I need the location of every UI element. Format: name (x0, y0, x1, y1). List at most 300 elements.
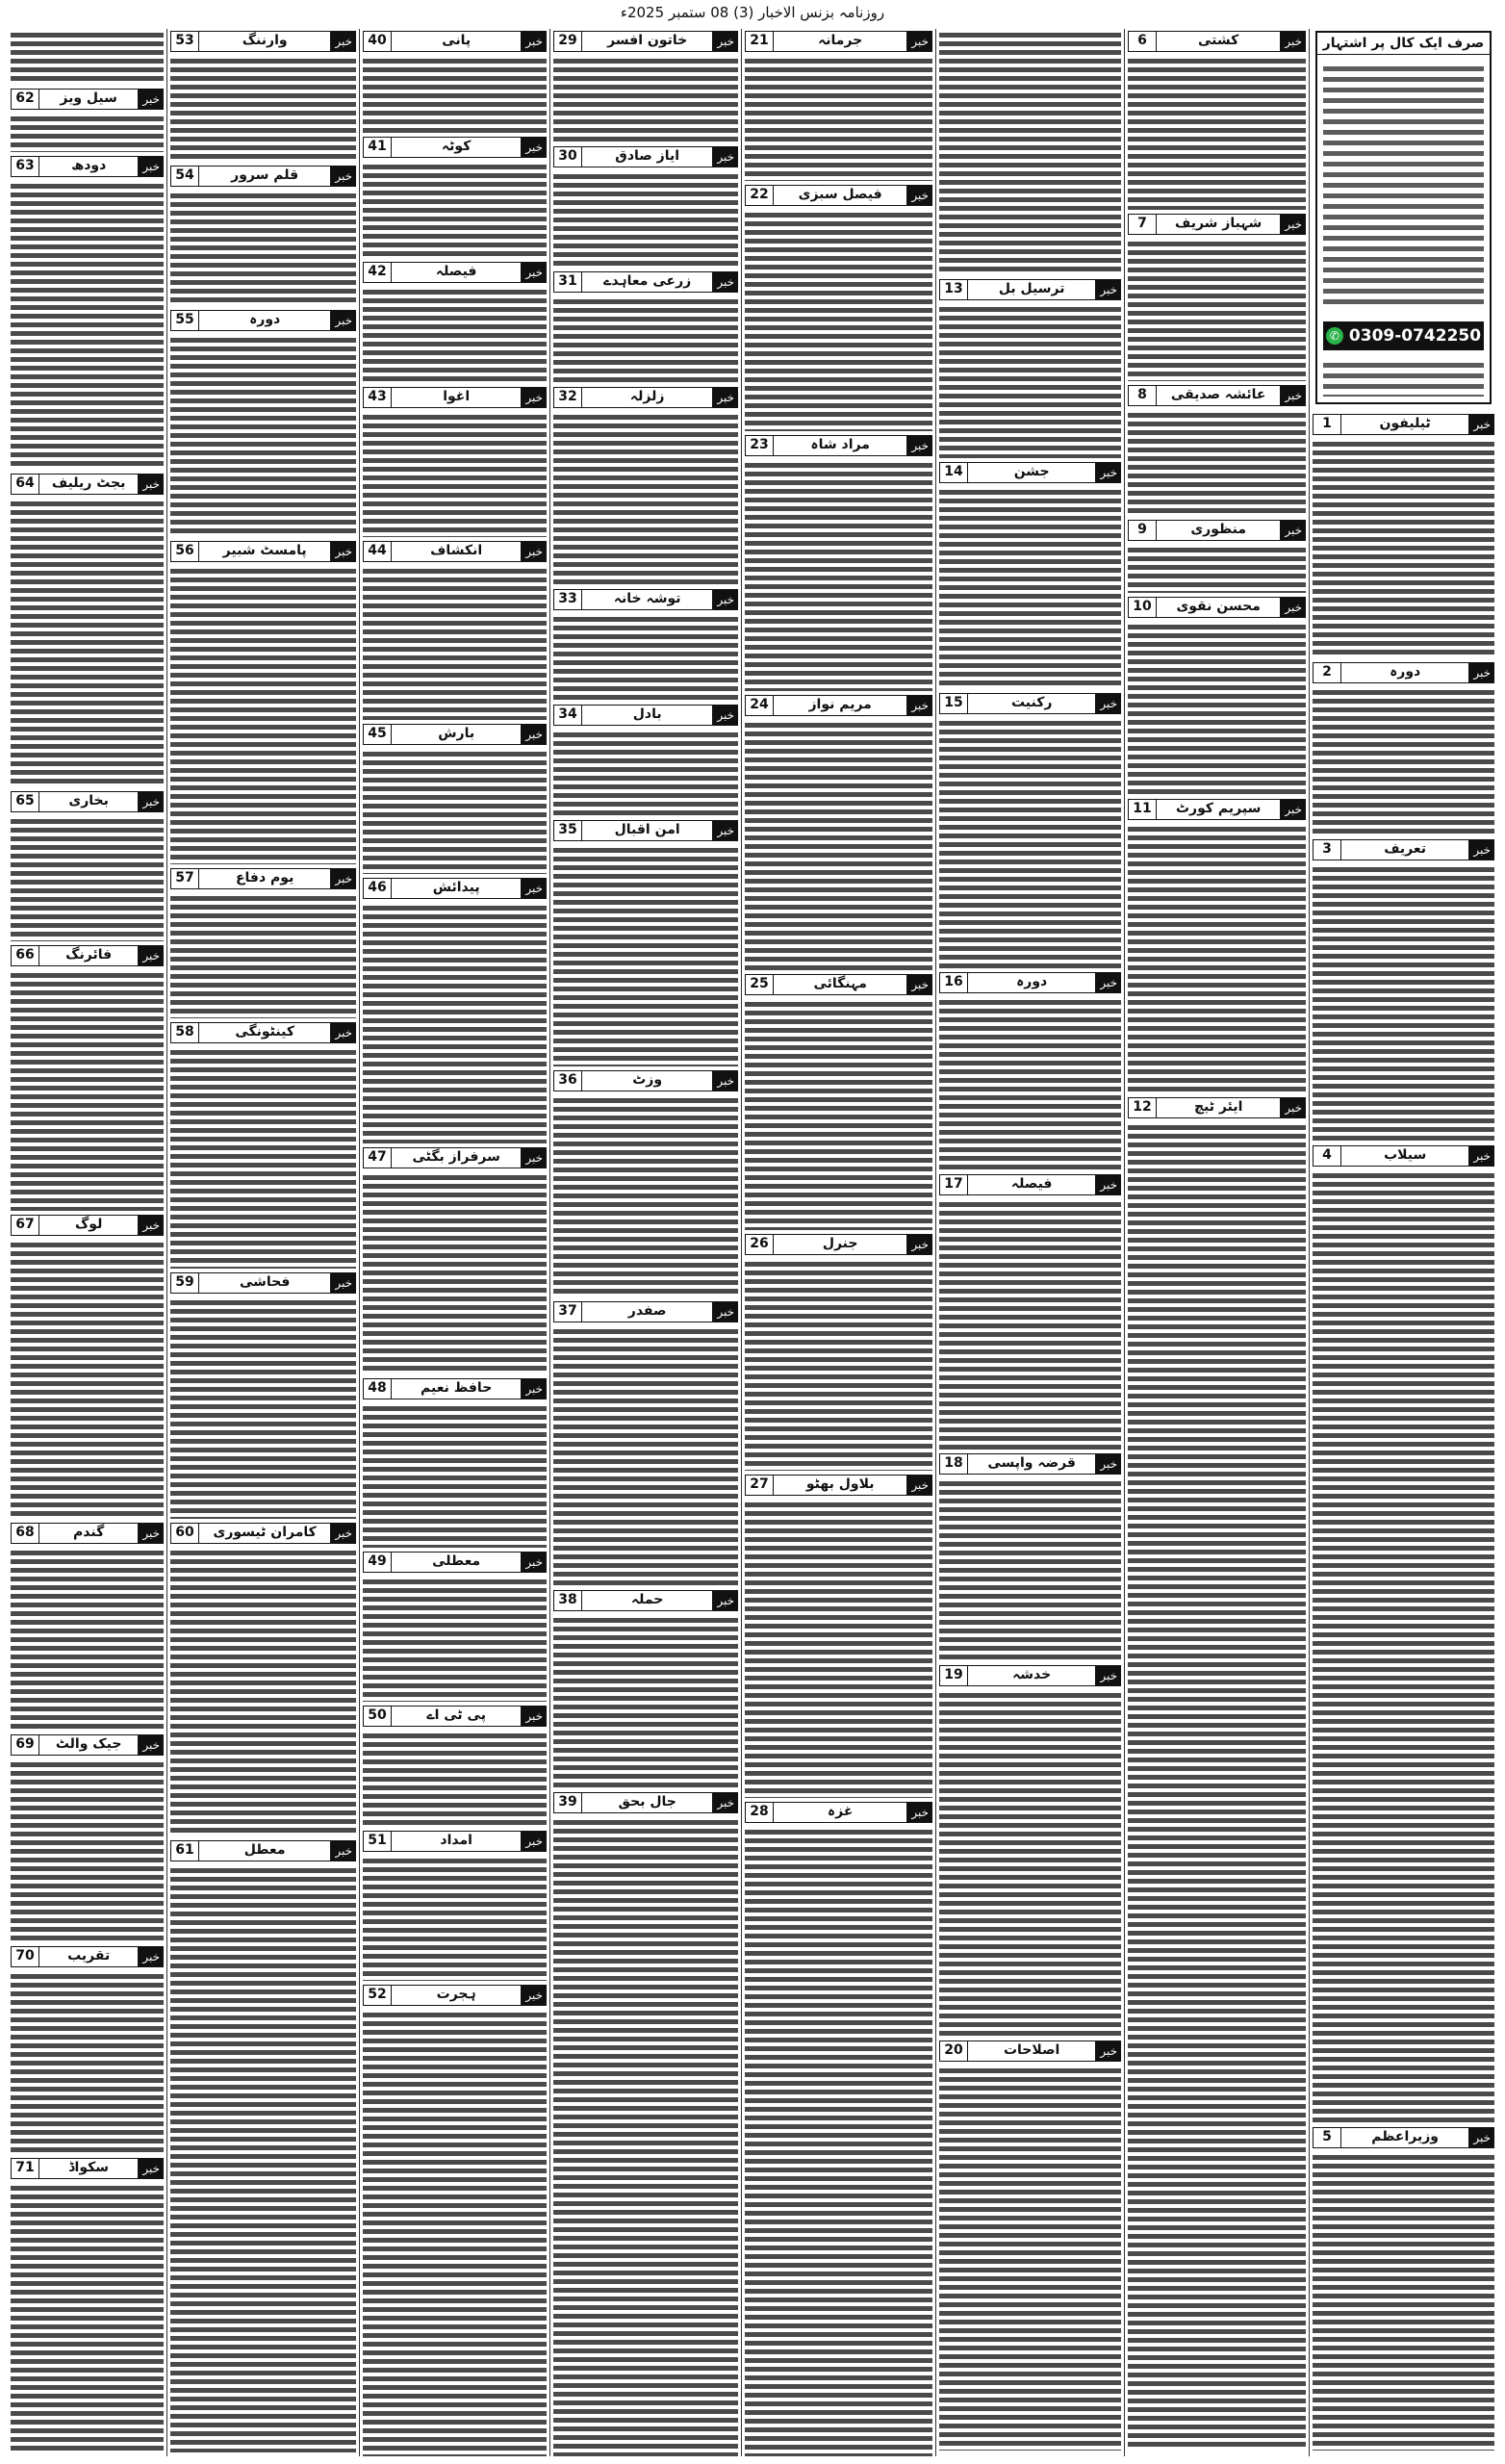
news-item (363, 1704, 547, 1829)
news-item (1313, 1143, 1494, 2125)
news-number: 59 (170, 1272, 198, 1294)
news-item (939, 277, 1121, 460)
news-item (553, 1068, 738, 1299)
news-label: خبر (907, 1234, 932, 1255)
news-number: 50 (363, 1706, 391, 1727)
news-number: 61 (170, 1840, 198, 1861)
news-number: 65 (11, 791, 38, 812)
news-label: خبر (1469, 839, 1494, 860)
news-body-text (1313, 2153, 1494, 2451)
news-body-text (939, 1200, 1121, 1450)
news-number: 49 (363, 1552, 391, 1573)
news-number: 41 (363, 137, 391, 158)
news-label: خبر (1281, 385, 1306, 406)
news-title: غزہ (773, 1802, 907, 1823)
news-item (363, 385, 547, 539)
news-body-text (939, 998, 1121, 1170)
news-number: 34 (553, 705, 581, 726)
news-title: سپریم کورٹ (1156, 799, 1281, 820)
news-item (939, 460, 1121, 691)
news-label: خبر (1281, 31, 1306, 52)
news-title: پیدائش (391, 878, 522, 899)
news-title: لوگ (38, 1215, 139, 1236)
news-heading (553, 705, 738, 726)
news-item (1128, 383, 1306, 518)
news-item (363, 260, 547, 385)
news-item (11, 29, 164, 87)
news-item (1313, 412, 1494, 660)
news-heading (170, 1523, 356, 1544)
news-label: خبر (907, 1475, 932, 1496)
news-title: پانی (391, 31, 522, 52)
news-item (1128, 595, 1306, 797)
news-heading (1313, 414, 1494, 435)
news-number: 68 (11, 1523, 38, 1544)
news-title: بخاری (38, 791, 139, 812)
news-heading (553, 387, 738, 408)
news-label: خبر (1281, 799, 1306, 820)
news-number: 6 (1128, 31, 1156, 52)
news-number: 66 (11, 945, 38, 966)
news-label: خبر (522, 1706, 547, 1727)
news-label: خبر (331, 310, 356, 331)
continued-text (939, 31, 1121, 275)
news-body-text (11, 500, 164, 787)
news-title: بادل (581, 705, 713, 726)
news-title: گندم (38, 1523, 139, 1544)
news-title: سرفراز بگٹی (391, 1147, 522, 1168)
news-label: خبر (907, 974, 932, 995)
news-body-text (170, 1866, 356, 2452)
news-number: 13 (939, 279, 967, 300)
news-item (170, 164, 356, 308)
news-heading (170, 1840, 356, 1861)
news-number: 11 (1128, 799, 1156, 820)
news-heading (1128, 385, 1306, 406)
news-item (553, 587, 738, 703)
news-item (363, 876, 547, 1145)
news-label: خبر (139, 156, 164, 177)
news-heading (745, 974, 932, 995)
news-label: خبر (713, 1792, 738, 1813)
news-item (363, 539, 547, 722)
news-heading (553, 146, 738, 167)
news-heading (553, 1070, 738, 1091)
news-label: خبر (1469, 414, 1494, 435)
ad-phone-number: 0309-0742250 (1348, 326, 1482, 346)
news-item (363, 1983, 547, 2456)
news-heading (363, 31, 547, 52)
news-number: 53 (170, 31, 198, 52)
news-body-text (170, 336, 356, 537)
news-number: 32 (553, 387, 581, 408)
news-heading (939, 279, 1121, 300)
news-label: خبر (713, 387, 738, 408)
news-item (11, 154, 164, 472)
news-item (1313, 837, 1494, 1143)
news-heading (939, 2040, 1121, 2062)
news-number: 60 (170, 1523, 198, 1544)
news-item (1128, 212, 1306, 383)
news-number: 9 (1128, 520, 1156, 541)
news-title: فحاشی (198, 1272, 331, 1294)
news-label: خبر (331, 1523, 356, 1544)
news-title: کشتی (1156, 31, 1281, 52)
news-title: دورہ (198, 310, 331, 331)
news-heading (170, 31, 356, 52)
news-heading (170, 166, 356, 187)
news-heading (553, 1301, 738, 1322)
news-body-text (1128, 825, 1306, 1093)
news-label: خبر (713, 820, 738, 841)
news-title: پامسٹ شبیر (198, 541, 331, 562)
news-label: خبر (522, 1378, 547, 1399)
news-heading (745, 185, 932, 206)
column-2 (1124, 29, 1309, 2456)
news-body-text (363, 2011, 547, 2456)
news-title: خدشہ (967, 1665, 1096, 1686)
news-number: 47 (363, 1147, 391, 1168)
news-body-text (170, 192, 356, 306)
news-title: تعریف (1340, 839, 1469, 860)
news-title: ترسیل بل (967, 279, 1096, 300)
news-item (553, 1299, 738, 1588)
news-label: خبر (1281, 214, 1306, 235)
news-label: خبر (522, 724, 547, 745)
news-body-text (745, 721, 932, 970)
news-body-text (553, 615, 738, 701)
news-title: وارننگ (198, 31, 331, 52)
news-body-text (363, 57, 547, 133)
news-item (363, 1145, 547, 1376)
newspaper-page (8, 29, 1497, 2456)
news-item (363, 1829, 547, 1983)
column-5 (549, 29, 741, 2456)
news-body-text (363, 1857, 547, 1981)
news-title: فیصلہ (967, 1174, 1096, 1195)
news-heading (11, 945, 164, 966)
news-item (553, 703, 738, 818)
news-number: 29 (553, 31, 581, 52)
news-item (745, 1800, 932, 2456)
news-title: معطل (198, 1840, 331, 1861)
news-body-text (363, 904, 547, 1143)
news-number: 8 (1128, 385, 1156, 406)
news-title: قرضہ واپسی (967, 1453, 1096, 1475)
news-title: صفدر (581, 1301, 713, 1322)
news-item (553, 1588, 738, 1790)
news-number: 20 (939, 2040, 967, 2062)
news-heading (363, 1147, 547, 1168)
news-heading (170, 868, 356, 889)
news-label: خبر (522, 1985, 547, 2006)
news-label: خبر (1469, 2127, 1494, 2148)
news-label: خبر (139, 474, 164, 495)
news-number: 25 (745, 974, 773, 995)
news-title: خاتون افسر (581, 31, 713, 52)
news-item (939, 2039, 1121, 2452)
news-number: 42 (363, 262, 391, 283)
news-body-text (1313, 1171, 1494, 2123)
news-number: 48 (363, 1378, 391, 1399)
news-body-text (745, 1000, 932, 1230)
news-item (11, 1521, 164, 1732)
news-number: 27 (745, 1475, 773, 1496)
news-body-text (11, 1972, 164, 2154)
news-number: 39 (553, 1792, 581, 1813)
news-number: 70 (11, 1946, 38, 1967)
ad-footer-text (1323, 360, 1484, 397)
news-label: خبر (1096, 2040, 1121, 2062)
news-title: زرعی معاہدے (581, 271, 713, 293)
news-item (1313, 29, 1494, 412)
news-label: خبر (139, 945, 164, 966)
news-item (363, 135, 547, 260)
news-body-text (745, 461, 932, 691)
news-title: ہجرت (391, 1985, 522, 2006)
news-body-text (745, 57, 932, 181)
news-label: خبر (522, 1552, 547, 1573)
news-item (363, 29, 547, 135)
news-body-text (553, 1327, 738, 1586)
news-label: خبر (331, 31, 356, 52)
news-item (553, 144, 738, 270)
news-body-text (170, 1048, 356, 1269)
news-number: 55 (170, 310, 198, 331)
news-label: خبر (713, 31, 738, 52)
news-heading (363, 1831, 547, 1852)
news-label: خبر (907, 435, 932, 456)
news-title: فیصل سبزی (773, 185, 907, 206)
news-label: خبر (522, 541, 547, 562)
news-body-text (939, 2066, 1121, 2451)
news-heading (939, 1665, 1121, 1686)
news-item (363, 1550, 547, 1704)
news-heading (939, 462, 1121, 483)
news-number: 51 (363, 1831, 391, 1852)
news-item (1313, 2125, 1494, 2452)
news-label: خبر (139, 1946, 164, 1967)
news-body-text (939, 305, 1121, 458)
news-label: خبر (1096, 972, 1121, 993)
news-body-text (745, 1260, 932, 1471)
news-heading (745, 31, 932, 52)
news-item (11, 789, 164, 943)
news-item (553, 270, 738, 385)
news-heading (939, 1174, 1121, 1195)
news-number: 43 (363, 387, 391, 408)
news-title: اصلاحات (967, 2040, 1096, 2062)
news-heading (553, 1792, 738, 1813)
news-heading (553, 271, 738, 293)
news-number: 22 (745, 185, 773, 206)
news-title: رکنیت (967, 693, 1096, 714)
news-number: 1 (1313, 414, 1340, 435)
news-body-text (363, 163, 547, 258)
column-4 (741, 29, 935, 2456)
news-title: سیلاب (1340, 1145, 1469, 1167)
news-item (363, 722, 547, 876)
news-heading (553, 1590, 738, 1611)
news-body-text (363, 1732, 547, 1827)
news-body-text (363, 1578, 547, 1702)
news-title: وزٹ (581, 1070, 713, 1091)
news-item (1128, 1095, 1306, 2452)
news-title: جنرل (773, 1234, 907, 1255)
news-item (745, 1473, 932, 1800)
news-body-text (11, 971, 164, 1211)
news-item (553, 818, 738, 1068)
news-heading (939, 693, 1121, 714)
news-number: 45 (363, 724, 391, 745)
news-title: معطلی (391, 1552, 522, 1573)
news-title: فیصلہ (391, 262, 522, 283)
news-label: خبر (1281, 597, 1306, 618)
news-label: خبر (1096, 462, 1121, 483)
news-heading (363, 1985, 547, 2006)
news-item (745, 29, 932, 183)
news-label: خبر (1096, 1453, 1121, 1475)
news-label: خبر (907, 1802, 932, 1823)
news-number: 69 (11, 1734, 38, 1756)
news-item (939, 1663, 1121, 2039)
news-item (553, 29, 738, 144)
newspaper-header (0, 0, 1505, 25)
news-body-text (11, 182, 164, 470)
news-heading (170, 310, 356, 331)
news-heading (363, 1706, 547, 1727)
news-title: اغوا (391, 387, 522, 408)
news-body-text (11, 2184, 164, 2452)
news-title: امداد (391, 1831, 522, 1852)
news-label: خبر (522, 387, 547, 408)
news-item (939, 29, 1121, 277)
news-title: بارش (391, 724, 522, 745)
news-number: 2 (1313, 662, 1340, 683)
column-6 (359, 29, 549, 2456)
news-body-text (1128, 57, 1306, 210)
news-body-text (553, 172, 738, 268)
news-label: خبر (522, 878, 547, 899)
news-item (11, 1944, 164, 2156)
news-body-text (553, 846, 738, 1066)
ad-title: صرف ایک کال پر اشتہار (1317, 33, 1490, 55)
news-heading (745, 1234, 932, 1255)
news-title: انکشاف (391, 541, 522, 562)
news-title: مہنگائی (773, 974, 907, 995)
news-body-text (553, 413, 738, 585)
news-number: 15 (939, 693, 967, 714)
news-title: پی ٹی اے (391, 1706, 522, 1727)
news-label: خبر (331, 868, 356, 889)
header-title: روزنامہ بزنس الاخبار (3) 08 ستمبر 2025ء (620, 4, 885, 21)
news-item (11, 2156, 164, 2454)
news-number: 67 (11, 1215, 38, 1236)
news-number: 57 (170, 868, 198, 889)
news-heading (745, 1475, 932, 1496)
news-body-text (553, 297, 738, 383)
news-heading (1313, 839, 1494, 860)
news-item (553, 1790, 738, 2456)
news-title: زلزلہ (581, 387, 713, 408)
news-body-text (553, 1096, 738, 1297)
news-item (170, 1270, 356, 1521)
news-label: خبر (139, 89, 164, 110)
news-label: خبر (713, 146, 738, 167)
news-item (11, 472, 164, 789)
news-number: 26 (745, 1234, 773, 1255)
news-title: ٹیلیفون (1340, 414, 1469, 435)
news-number: 28 (745, 1802, 773, 1823)
news-body-text (1128, 240, 1306, 381)
news-heading (939, 972, 1121, 993)
news-heading (363, 724, 547, 745)
news-item (1128, 797, 1306, 1095)
news-title: جرمانہ (773, 31, 907, 52)
news-number: 52 (363, 1985, 391, 2006)
news-heading (1313, 2127, 1494, 2148)
ad-phone[interactable] (1323, 321, 1484, 350)
news-body-text (745, 211, 932, 431)
news-title: دورہ (1340, 662, 1469, 683)
news-label: خبر (713, 589, 738, 610)
news-title: مراد شاہ (773, 435, 907, 456)
news-body-text (553, 731, 738, 816)
news-body-text (363, 1173, 547, 1374)
news-label: خبر (331, 1022, 356, 1043)
news-body-text (11, 115, 164, 152)
news-heading (1128, 1097, 1306, 1118)
continued-text (11, 31, 164, 85)
news-number: 58 (170, 1022, 198, 1043)
news-number: 10 (1128, 597, 1156, 618)
news-number: 38 (553, 1590, 581, 1611)
news-title: وزیراعظم (1340, 2127, 1469, 2148)
news-label: خبر (713, 1070, 738, 1091)
news-heading (11, 89, 164, 110)
news-heading (170, 541, 356, 562)
news-heading (11, 474, 164, 495)
news-title: ایاز صادق (581, 146, 713, 167)
news-title: حافظ نعیم (391, 1378, 522, 1399)
news-number: 35 (553, 820, 581, 841)
news-number: 63 (11, 156, 38, 177)
news-label: خبر (713, 271, 738, 293)
news-item (170, 1521, 356, 1838)
news-label: خبر (139, 1523, 164, 1544)
news-heading (1128, 520, 1306, 541)
news-title: جال بحق (581, 1792, 713, 1813)
news-heading (170, 1022, 356, 1043)
news-body-text (11, 1760, 164, 1942)
news-title: کوٹہ (391, 137, 522, 158)
news-item (939, 1172, 1121, 1451)
news-title: جیک والٹ (38, 1734, 139, 1756)
news-item (170, 308, 356, 539)
news-label: خبر (522, 137, 547, 158)
news-heading (939, 1453, 1121, 1475)
news-number: 64 (11, 474, 38, 495)
news-heading (1128, 214, 1306, 235)
news-heading (363, 1378, 547, 1399)
news-item (363, 1376, 547, 1550)
news-title: قلم سرور (198, 166, 331, 187)
news-number: 3 (1313, 839, 1340, 860)
news-item (11, 943, 164, 1213)
news-number: 36 (553, 1070, 581, 1091)
news-body-text (170, 1298, 356, 1519)
news-label: خبر (139, 1215, 164, 1236)
